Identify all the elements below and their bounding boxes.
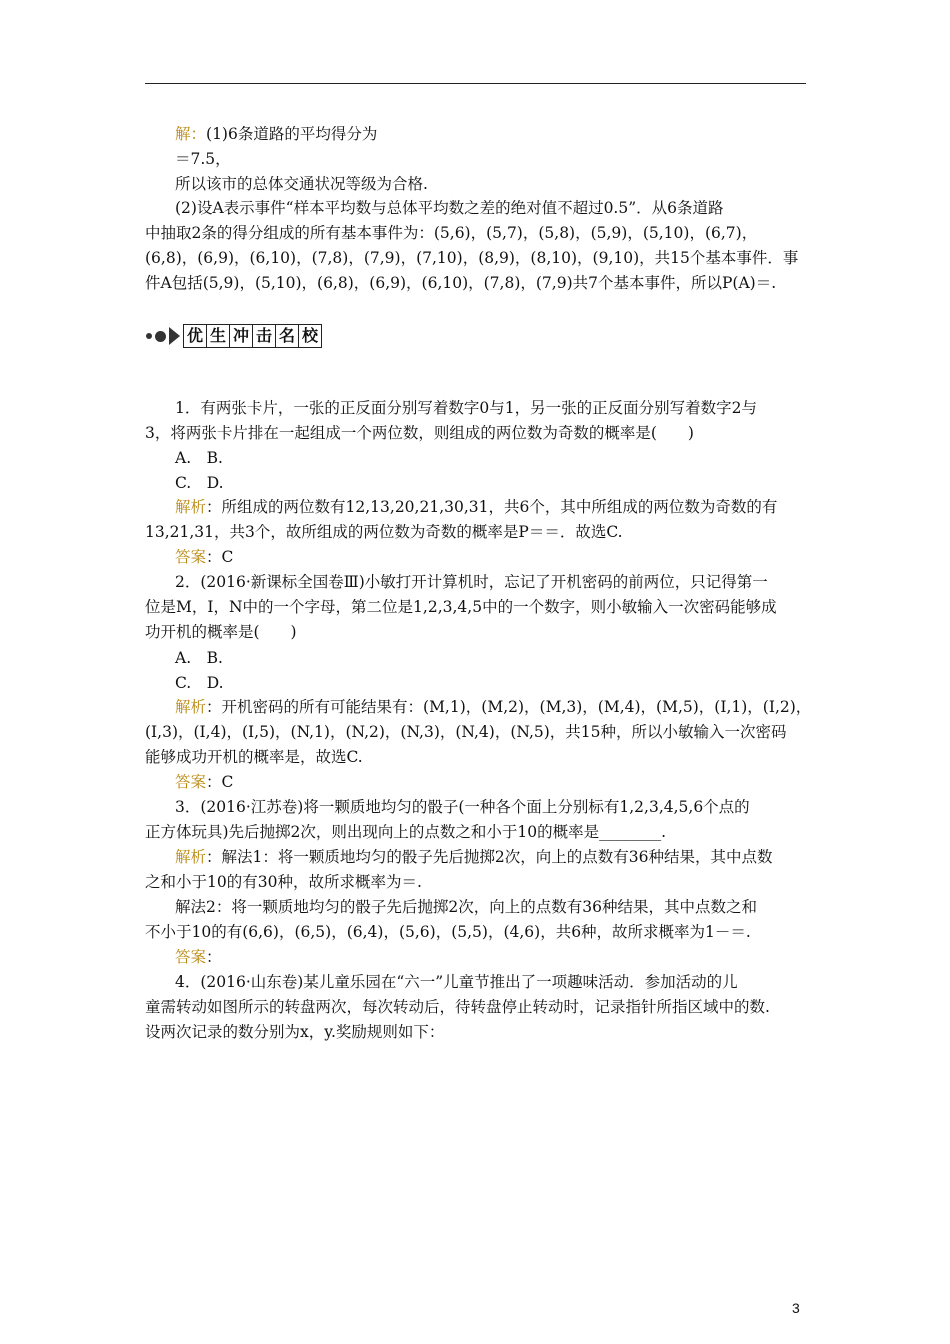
- arrow-icon: [169, 327, 180, 345]
- q1-line-2: 3，将两张卡片排在一起组成一个两位数，则组成的两位数为奇数的概率是( ): [145, 424, 694, 442]
- q4-line-1: 4．(2016·山东卷)某儿童乐园在“六一”儿童节推出了一项趣味活动．参加活动的儿: [175, 973, 738, 991]
- analysis-text: ：所组成的两位数有12,13,20,21,30,31，共6个，其中所组成的两位数为奇数的有: [206, 498, 778, 516]
- analysis-text: ：解法1：将一颗质地均匀的骰子先后抛掷2次，向上的点数有36种结果，其中点数: [206, 848, 773, 866]
- analysis-label: 解析: [175, 498, 207, 516]
- banner-char: 优: [184, 325, 207, 347]
- analysis-text: ：开机密码的所有可能结果有：(M,1)，(M,2)，(M,3)，(M,4)，(M,5)，(I,1)，(I,2)，: [206, 698, 812, 716]
- solution-line-1: [175, 124, 377, 144]
- banner-char: 名: [276, 325, 299, 347]
- solution-line-7: 件A包括(5,9)，(5,10)，(6,8)，(6,9)，(6,10)，(7,8)，(7,9)共7个基本事件，所以P(A)＝.: [145, 274, 777, 292]
- q3-analysis-line-1: [175, 847, 772, 867]
- q4-line-3: 设两次记录的数分别为x，y.奖励规则如下：: [145, 1023, 445, 1041]
- q1-options-ab: A. B.: [175, 449, 223, 467]
- q3-answer: [175, 947, 222, 967]
- q1-analysis-line-1: [175, 497, 777, 517]
- solution-line-5: 中抽取2条的得分组成的所有基本事件为：(5,6)，(5,7)，(5,8)，(5,9)，(5,10)，(6,7)，: [145, 224, 758, 242]
- solution-line-2: ＝7.5，: [175, 150, 231, 168]
- q1-options-cd: C. D.: [175, 474, 224, 492]
- answer-label: 答案: [175, 773, 207, 791]
- q1-analysis-line-2: 13,21,31，共3个，故所组成的两位数为奇数的概率是P＝＝．故选C.: [145, 523, 623, 541]
- q1-line-1: 1．有两张卡片，一张的正反面分别写着数字0与1，另一张的正反面分别写着数字2与: [175, 399, 757, 417]
- q3-line-1: 3．(2016·江苏卷)将一颗质地均匀的骰子(一种各个面上分别标有1,2,3,4,5,6个点的: [175, 798, 750, 816]
- q2-analysis-line-2: (I,3)，(I,4)，(I,5)，(N,1)，(N,2)，(N,3)，(N,4)，(N,5)，共15种，所以小敏输入一次密码: [145, 723, 787, 741]
- answer-text: ：: [206, 948, 222, 966]
- q2-line-3: 功开机的概率是( ): [145, 623, 297, 641]
- q2-analysis-line-1: [175, 697, 811, 717]
- q2-analysis-line-3: 能够成功开机的概率是，故选C.: [145, 748, 363, 766]
- header-rule: [145, 83, 806, 84]
- banner-title: [183, 324, 322, 348]
- banner-char: 冲: [230, 325, 253, 347]
- solution-line-3: 所以该市的总体交通状况等级为合格.: [175, 175, 428, 193]
- q4-line-2: 童需转动如图所示的转盘两次，每次转动后，待转盘停止转动时，记录指针所指区域中的数.: [145, 998, 770, 1016]
- large-dot-icon: [155, 331, 166, 342]
- answer-label: 答案: [175, 948, 207, 966]
- q3-analysis-line-2: 之和小于10的有30种，故所求概率为＝.: [145, 873, 422, 891]
- analysis-label: 解析: [175, 698, 207, 716]
- banner-char: 生: [207, 325, 230, 347]
- page-number: 3: [792, 1300, 800, 1316]
- q3-analysis-line-3: 解法2：将一颗质地均匀的骰子先后抛掷2次，向上的点数有36种结果，其中点数之和: [175, 898, 757, 916]
- answer-text: ：C: [206, 548, 234, 566]
- section-banner: [146, 322, 322, 350]
- analysis-label: 解析: [175, 848, 207, 866]
- small-dot-icon: [146, 333, 152, 339]
- answer-text: ：C: [206, 773, 234, 791]
- q2-answer: [175, 772, 233, 792]
- solution-text: (1)6条道路的平均得分为: [206, 125, 378, 143]
- q2-options-ab: A. B.: [175, 649, 223, 667]
- q2-line-1: 2．(2016·新课标全国卷Ⅲ)小敏打开计算机时，忘记了开机密码的前两位，只记得第一: [175, 573, 768, 591]
- q3-analysis-line-4: 不小于10的有(6,6)，(6,5)，(6,4)，(5,6)，(5,5)，(4,6)，共6种，故所求概率为1－＝.: [145, 923, 751, 941]
- q3-line-2: 正方体玩具)先后抛掷2次，则出现向上的点数之和小于10的概率是________.: [145, 823, 667, 841]
- q2-line-2: 位是M，I，N中的一个字母，第二位是1,2,3,4,5中的一个数字，则小敏输入一次密码能够成: [145, 598, 777, 616]
- banner-char: 校: [301, 326, 318, 345]
- solution-line-6: (6,8)，(6,9)，(6,10)，(7,8)，(7,9)，(7,10)，(8,9)，(8,10)，(9,10)，共15个基本事件．事: [145, 249, 799, 267]
- q1-answer: [175, 547, 233, 567]
- solution-label: 解：: [175, 125, 207, 143]
- solution-line-4: (2)设A表示事件“样本平均数与总体平均数之差的绝对值不超过0.5”．从6条道路: [175, 199, 724, 217]
- banner-char: 击: [253, 325, 276, 347]
- answer-label: 答案: [175, 548, 207, 566]
- q2-options-cd: C. D.: [175, 674, 224, 692]
